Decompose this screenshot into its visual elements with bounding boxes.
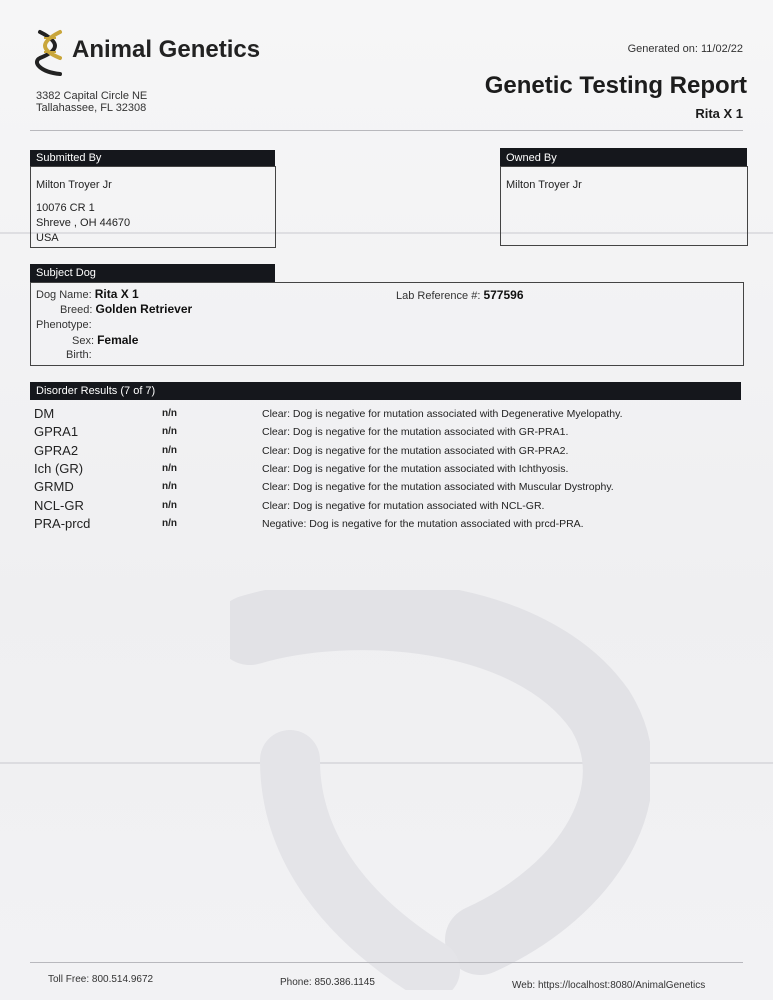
dog-name-row	[36, 287, 139, 301]
brand-name: Animal Genetics	[72, 36, 261, 63]
footer-phone: Phone: 850.386.1145	[280, 977, 375, 988]
phenotype-row	[36, 319, 92, 331]
subject-dog-heading: Subject Dog	[30, 264, 275, 282]
birth-label: Birth:	[66, 349, 92, 361]
submitted-by-box	[30, 166, 276, 248]
disorder-result: n/n	[162, 426, 177, 438]
table-row	[34, 443, 744, 461]
disorder-name: GRMD	[34, 479, 74, 495]
address-line-2: Tallahassee, FL 32308	[36, 102, 147, 114]
disorder-description: Clear: Dog is negative for mutation associated with NCL-GR.	[262, 499, 545, 512]
disorder-result: n/n	[162, 481, 177, 493]
submitter-street: 10076 CR 1	[36, 202, 95, 214]
owner-name: Milton Troyer Jr	[506, 179, 582, 191]
disorder-result: n/n	[162, 462, 177, 474]
table-row	[34, 479, 744, 497]
submitter-country: USA	[36, 232, 59, 244]
table-row	[34, 406, 744, 424]
submitted-by-heading: Submitted By	[30, 150, 275, 167]
footer-toll-free: Toll Free: 800.514.9672	[48, 974, 154, 985]
sex-label: Sex:	[72, 335, 95, 347]
disorder-description: Clear: Dog is negative for the mutation associated with Muscular Dystrophy.	[262, 481, 614, 494]
subject-dog-box	[30, 282, 744, 366]
birth-row	[66, 349, 92, 361]
disorder-description: Clear: Dog is negative for the mutation associated with GR-PRA1.	[262, 426, 569, 439]
disorder-description: Clear: Dog is negative for mutation associated with Degenerative Myelopathy.	[262, 408, 623, 420]
footer-divider	[30, 962, 743, 963]
disorder-description: Clear: Dog is negative for the mutation associated with Ichthyosis.	[262, 462, 569, 475]
disorder-results-heading: Disorder Results (7 of 7)	[30, 382, 741, 400]
disorder-name: GPRA1	[34, 424, 79, 440]
generated-date: Generated on: 11/02/22	[627, 43, 743, 55]
lab-reference-value: 577596	[483, 288, 524, 302]
report-title: Genetic Testing Report	[484, 72, 747, 99]
watermark-logo-icon	[230, 590, 650, 990]
lab-reference-row	[396, 288, 524, 302]
owned-by-box	[500, 166, 748, 246]
submitter-city: Shreve , OH 44670	[36, 217, 131, 229]
dna-logo-icon	[34, 28, 66, 78]
owned-by-heading: Owned By	[500, 148, 747, 167]
table-row	[34, 516, 744, 534]
disorder-name: NCL-GR	[34, 497, 84, 513]
address-line-1: 3382 Capital Circle NE	[36, 90, 148, 102]
sex-value: Female	[97, 333, 139, 347]
table-row	[34, 461, 744, 479]
dog-name-value: Rita X 1	[94, 287, 139, 301]
disorder-name: DM	[34, 406, 55, 421]
disorder-description: Negative: Dog is negative for the mutation associated with prcd-PRA.	[262, 517, 584, 530]
disorder-result: n/n	[162, 444, 177, 456]
disorder-result: n/n	[162, 499, 177, 511]
lab-reference-label: Lab Reference #:	[396, 290, 481, 302]
dog-name-label: Dog Name:	[36, 289, 92, 301]
phenotype-label: Phenotype:	[36, 319, 92, 331]
breed-value: Golden Retriever	[95, 302, 193, 316]
company-address	[36, 90, 147, 114]
table-row	[34, 424, 744, 442]
footer-web: Web: https://localhost:8080/AnimalGenetics	[512, 980, 706, 991]
disorder-description: Clear: Dog is negative for the mutation associated with GR-PRA2.	[262, 444, 569, 457]
header-divider	[30, 130, 743, 131]
submitter-name: Milton Troyer Jr	[36, 179, 112, 191]
sex-row	[72, 333, 138, 347]
breed-label: Breed:	[60, 304, 93, 316]
report-subject: Rita X 1	[695, 106, 743, 121]
disorder-name: PRA-prcd	[34, 515, 91, 531]
disorder-result: n/n	[162, 408, 177, 419]
breed-row	[60, 302, 192, 316]
table-row	[34, 498, 744, 516]
disorder-result: n/n	[162, 517, 177, 529]
disorder-name: GPRA2	[34, 442, 79, 458]
disorder-name: Ich (GR)	[34, 460, 84, 476]
